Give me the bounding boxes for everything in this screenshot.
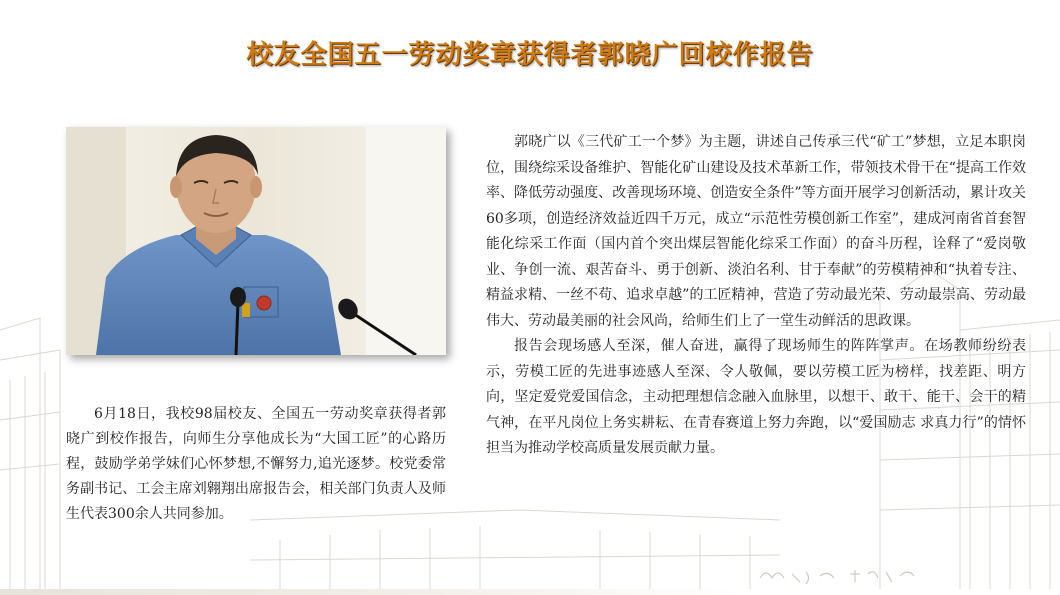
right-article — [486, 130, 1026, 462]
speaker-portrait-icon — [66, 127, 446, 355]
intro-paragraph: 6月18日，我校98届校友、全国五一劳动奖章获得者郭晓广到校作报告，向师生分享他成长为“大国工匠”的心路历程，鼓励学弟学妹们心怀梦想,不懈努力,追光逐梦。校党委常务副书记、工会主席刘翱翔出席报告会，相关部门负责人及师生代表300余人共同参加。 — [66, 406, 446, 522]
bottom-bar — [0, 589, 1060, 595]
reaction-paragraph: 报告会现场感人至深，催人奋进，赢得了现场师生的阵阵掌声。在场教师纷纷表示，劳模工匠的先进事迹感人至深、令人敬佩，要以劳模工匠为榜样，找差距、明方向，坚定爱党爱国信念，主动把理想信念融入血脉里，以想干、敢干、能干、会干的精气神，在平凡岗位上务实耕耘、在青春赛道上努力奔跑，以“爱国励志 求真力行”的情怀担当为推动学校高质量发展贡献力量。 — [486, 338, 1026, 456]
report-paragraph: 郭晓广以《三代矿工一个梦》为主题，讲述自己传承三代“矿工”梦想，立足本职岗位，围绕综采设备维护、智能化矿山建设及技术革新工作，带领技术骨干在“提高工作效率、降低劳动强度、改善现场环境、创造安全条件”等方面开展学习创新活动，累计攻关60多项，创造经济效益近四千万元，成立“示范性劳模创新工作室”，建成河南省首套智能化综采工作面（国内首个突出煤层智能化综采工作面）的奋斗历程，诠释了“爱岗敬业、争创一流、艰苦奋斗、勇于创新、淡泊名利、甘于奉献”的劳模精神和“执着专注、精益求精、一丝不苟、追求卓越”的工匠精神，营造了劳动最光荣、劳动最崇高、劳动最伟大、劳动最美丽的社会风尚，给师生们上了一堂生动鲜活的思政课。 — [486, 134, 1026, 329]
left-paragraph — [66, 402, 446, 527]
speaker-photo — [66, 127, 446, 355]
page-title: 校友全国五一劳动奖章获得者郭晓广回校作报告 — [246, 40, 814, 70]
